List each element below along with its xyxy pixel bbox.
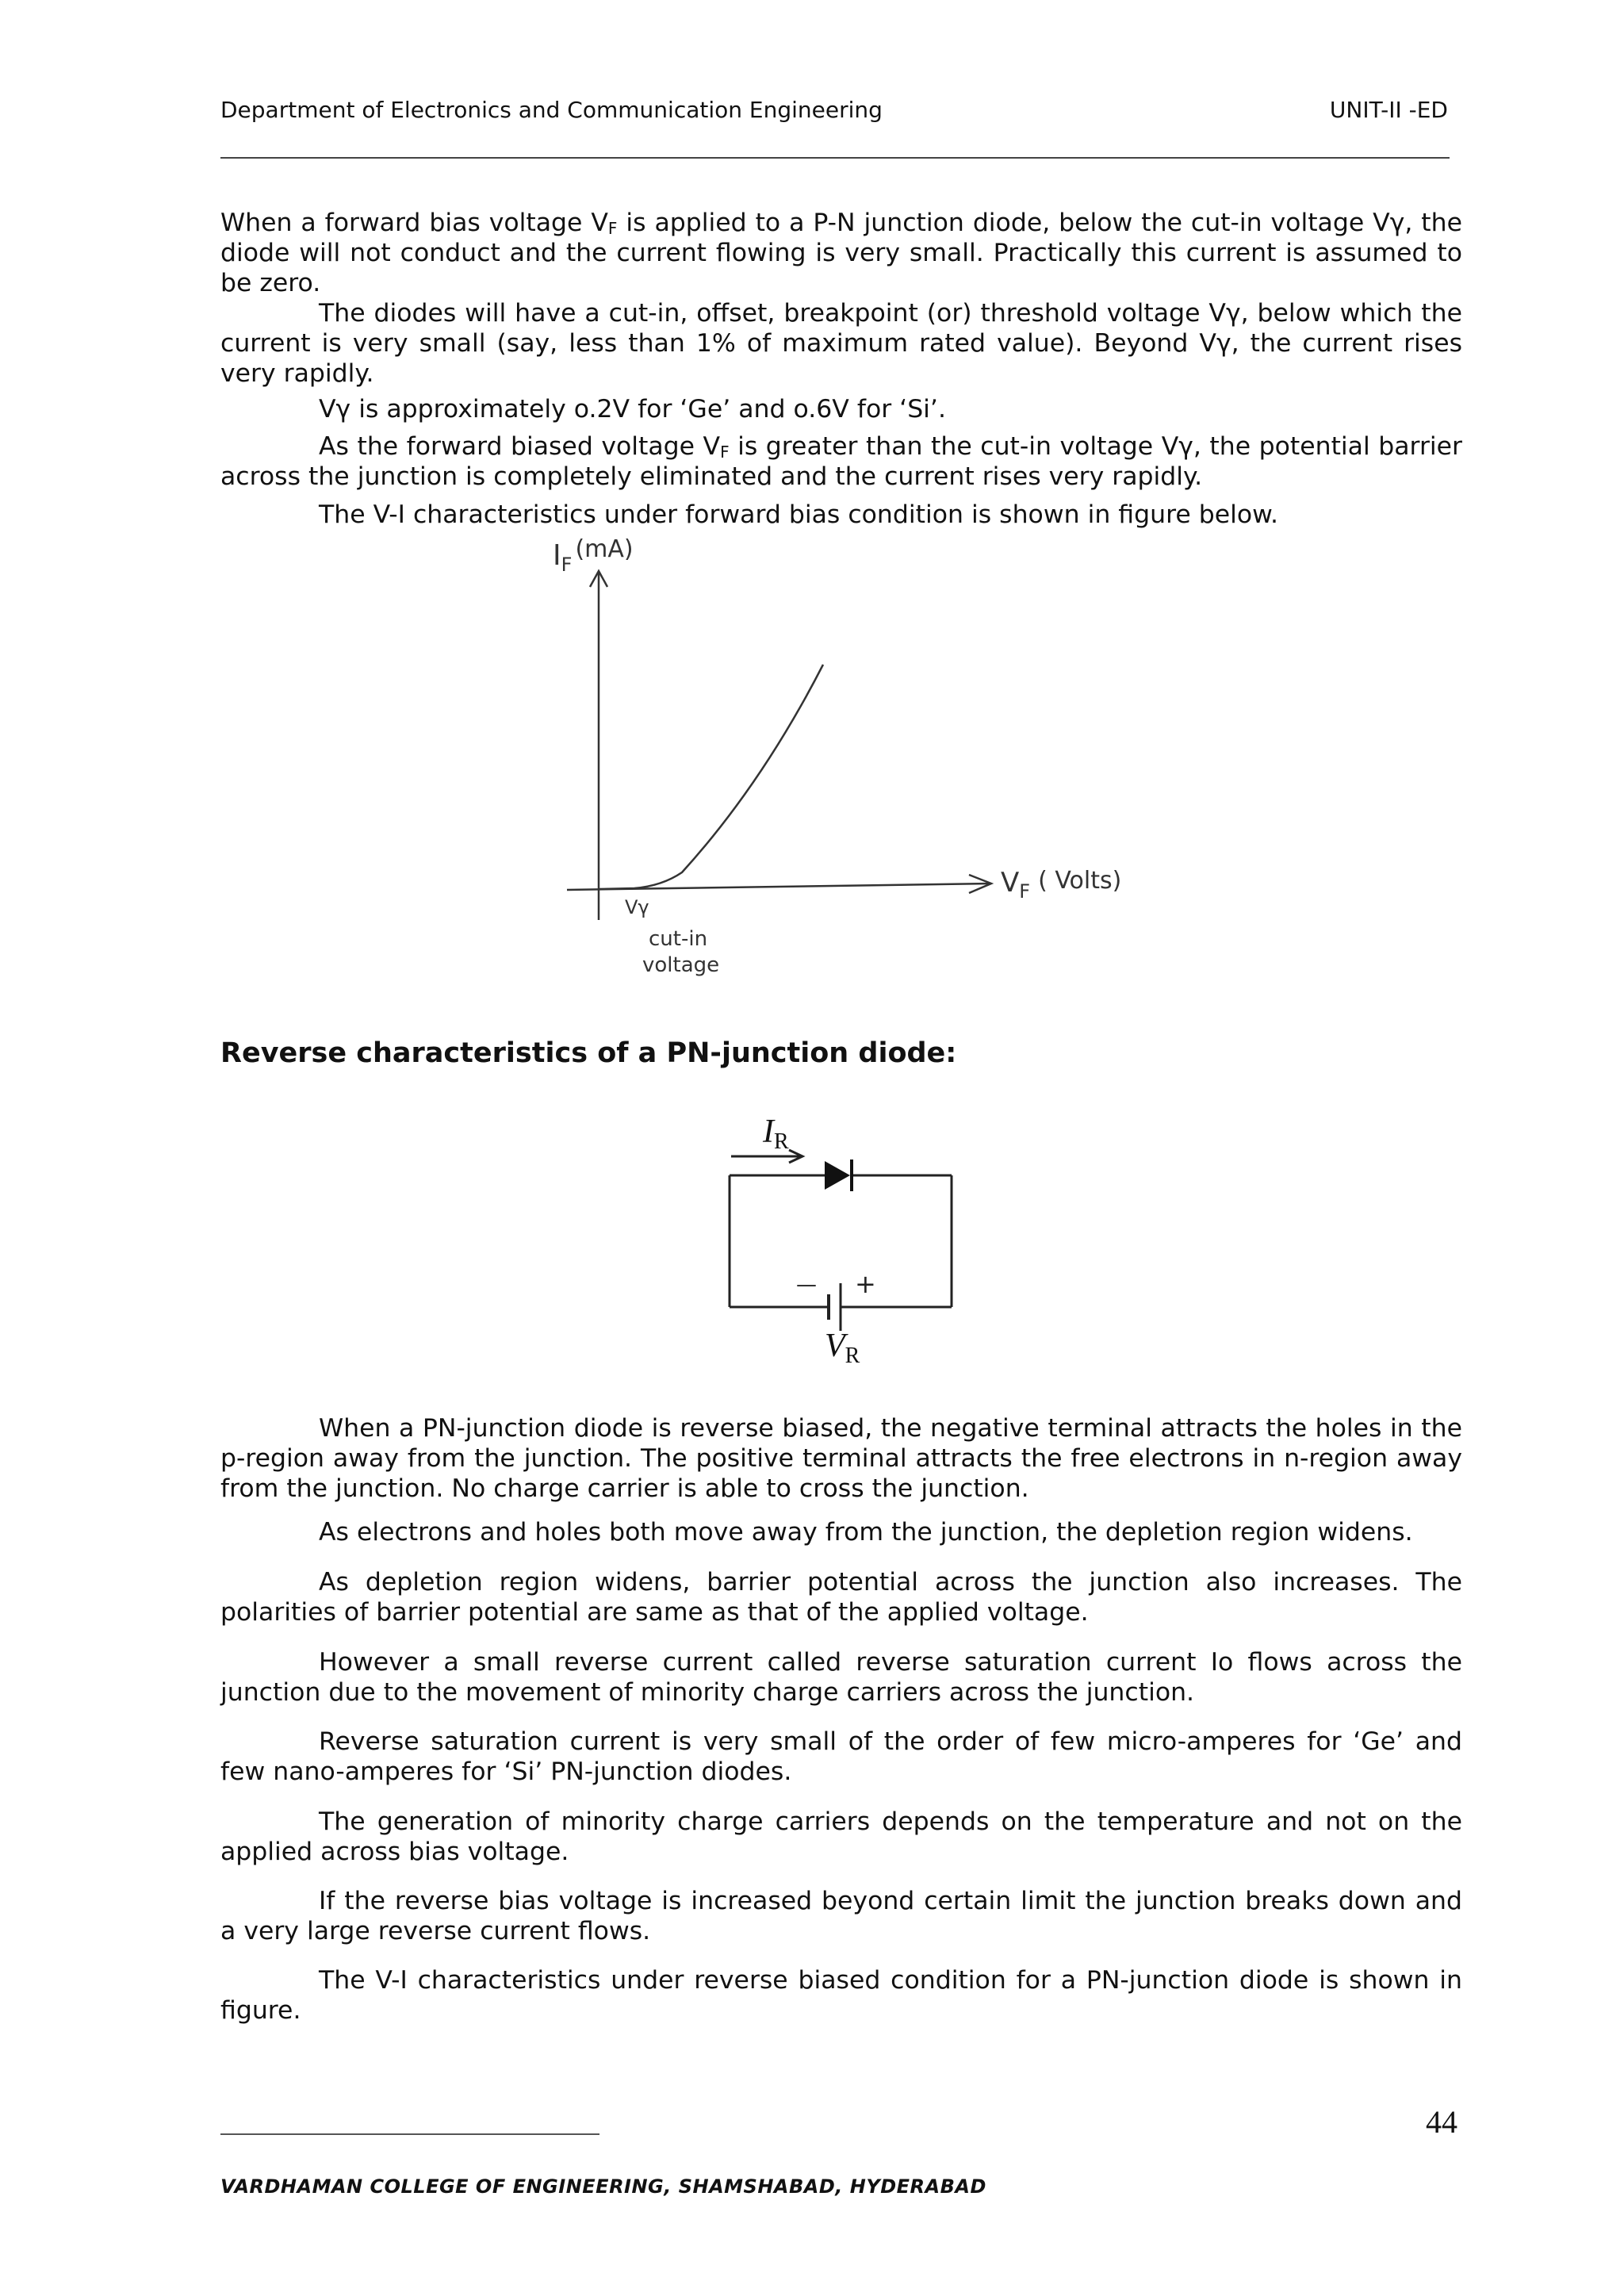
battery-minus: — (796, 1273, 817, 1297)
page-number: 44 (1426, 2104, 1457, 2140)
reverse-paragraph-7 (220, 1886, 1462, 1946)
text-run: As depletion region widens, barrier potential across the junction also increases. The polarities of barrier potential are same as that of the applied voltage. (220, 1568, 1462, 1627)
text-run: When a forward bias voltage V (220, 209, 608, 237)
cut-in-caption-2: voltage (642, 953, 720, 977)
reverse-paragraph-6 (220, 1807, 1462, 1867)
y-axis-label: $I_F^{(mA)}$ (553, 535, 634, 576)
text-run: Vγ is approximately o.2V for ‘Ge’ and o.6V for ‘Si’. (319, 395, 946, 424)
header-department: Department of Electronics and Communication Engineering (220, 97, 883, 123)
reverse-paragraph-5 (220, 1727, 1462, 1787)
subscript: F (607, 219, 618, 238)
header-unit: UNIT-II -ED (1329, 97, 1448, 123)
battery-plus: + (855, 1269, 876, 1299)
text-run: is applied to a P-N junction diode, below the cut-in voltage Vγ, the diode will not conduct and the current flowing is very small. Practically this current is assumed to be zero. (220, 209, 1462, 297)
reverse-paragraph-3 (220, 1567, 1462, 1627)
subscript: F (720, 443, 730, 462)
x-axis-label: $V_F$ ( Volts) (1001, 867, 1122, 903)
text-run: The generation of minority charge carriers depends on the temperature and not on the applied across bias voltage. (220, 1807, 1462, 1866)
text-run: As the forward biased voltage V (319, 432, 721, 461)
voltage-label: VR (825, 1328, 860, 1368)
cut-in-caption-1: cut-in (649, 927, 708, 951)
text-run: The diodes will have a cut-in, offset, breakpoint (or) threshold voltage Vγ, below which the current is very small (say, less than 1% of maximum rated value). Beyond Vγ, the current rises very rapidly. (220, 299, 1462, 388)
text-run: However a small reverse current called reverse saturation current Io flows across the junction due to the movement of minority charge carriers across the junction. (220, 1648, 1462, 1707)
college-name: VARDHAMAN COLLEGE OF ENGINEERING, SHAMSHABAD, HYDERABAD (220, 2175, 986, 2198)
text-run: is greater than the cut-in voltage Vγ, the potential barrier across the junction is completely eliminated and the current rises very rapidly. (220, 432, 1462, 491)
text-run: The V-I characteristics under forward bias condition is shown in figure below. (319, 500, 1279, 529)
reverse-paragraph-2 (220, 1517, 1462, 1547)
reverse-paragraph-1 (220, 1413, 1462, 1504)
text-run: Reverse saturation current is very small of the order of few micro-amperes for ‘Ge’ and few nano-amperes for ‘Si’ PN-junction diodes. (220, 1727, 1462, 1786)
section-heading: Reverse characteristics of a PN-junction diode: (220, 1037, 957, 1069)
text-run: The V-I characteristics under reverse biased condition for a PN-junction diode is shown in figure. (220, 1966, 1462, 2025)
current-label: IR (763, 1114, 789, 1154)
reverse-paragraph-8 (220, 1965, 1462, 2026)
reverse-paragraph-4 (220, 1647, 1462, 1708)
text-run: If the reverse bias voltage is increased beyond certain limit the junction breaks down and a very large reverse current flows. (220, 1887, 1462, 1945)
cut-in-symbol: Vγ (625, 896, 649, 918)
text-run: As electrons and holes both move away from the junction, the depletion region widens. (319, 1518, 1413, 1547)
text-run: When a PN-junction diode is reverse biased, the negative terminal attracts the holes in the p-region away from the junction. The positive terminal attracts the free electrons in n-region away from the junction. No charge carrier is able to cross the junction. (220, 1414, 1462, 1503)
footer-rule (220, 2133, 599, 2135)
diode-symbol (825, 1161, 850, 1190)
